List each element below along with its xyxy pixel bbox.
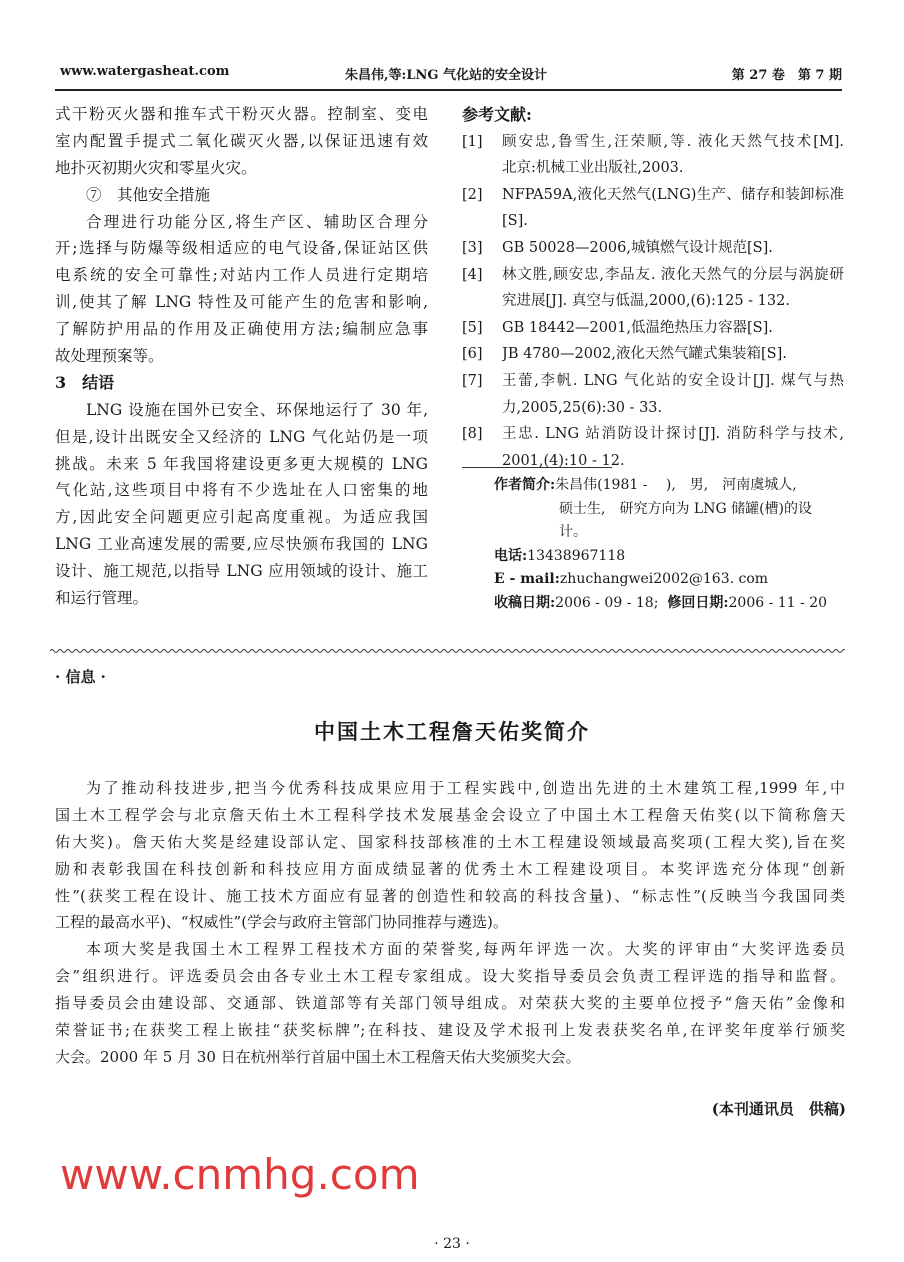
- subheading: ⑦ 其他安全措施: [86, 185, 211, 204]
- text-line: 设计、施工规范,以指导 LNG 应用领域的设计、施工: [55, 562, 428, 581]
- reference-text: GB 18442—2001,低温绝热压力容器[S].: [502, 319, 773, 336]
- text-line: 电系统的安全可靠性;对站内工作人员进行定期培: [55, 266, 428, 285]
- article-body: [55, 775, 845, 1071]
- reference-number: [2]: [462, 186, 483, 203]
- reference-text: 北京:机械工业出版社,2003.: [502, 160, 684, 177]
- text-line: 开;选择与防爆等级相适应的电气设备,保证站区供: [55, 239, 428, 258]
- text-line: 地扑灭初期火灾和零星火灾。: [55, 158, 257, 177]
- email-address: zhuchangwei2002@163. com: [559, 571, 769, 588]
- text-line: 故处理预案等。: [55, 347, 164, 366]
- reference-text: 林文胜,顾安忠,李品友. 液化天然气的分层与涡旋研: [502, 266, 844, 283]
- reference-item: [462, 129, 844, 156]
- phone-number: 13438967118: [527, 547, 626, 564]
- text-line: 挑战。未来 5 年我国将建设更多更大规模的 LNG: [55, 454, 428, 473]
- reference-item: [462, 235, 844, 262]
- author-intro-text: 硕士生, 研究方向为 LNG 储罐(槽)的设: [559, 500, 813, 517]
- text-line: LNG 工业高速发展的需要,应尽快颁布我国的 LNG: [55, 535, 428, 554]
- reference-text: NFPA59A,液化天然气(LNG)生产、储存和装卸标准: [502, 186, 844, 203]
- reference-number: [3]: [462, 239, 483, 256]
- reference-text: 力,2005,25(6):30 - 33.: [502, 399, 663, 416]
- page-number: · 23 ·: [434, 1236, 470, 1252]
- author-intro-label: 作者简介:: [494, 477, 556, 493]
- text-line: 训,使其了解 LNG 特性及可能产生的危害和影响,: [55, 293, 428, 312]
- text-line: 和运行管理。: [55, 589, 149, 608]
- author-intro-text: 朱昌伟(1981 - ), 男, 河南虞城人,: [555, 477, 797, 493]
- reference-text: 王忠. LNG 站消防设计探讨[J]. 消防科学与技术,: [502, 426, 844, 443]
- reference-text: [S].: [502, 213, 528, 230]
- text-line: 指导委员会由建设部、交通部、铁道部等有关部门领导组成。对荣获大奖的主要单位授予“詹天佑”金像和: [55, 994, 845, 1013]
- header-website: www.watergasheat.com: [60, 64, 230, 79]
- revised-label: 修回日期:: [667, 594, 729, 611]
- text-line: 励和表彰我国在科技创新和科技应用方面成绩显著的优秀土木工程建设项目。本奖评选充分体现“创新: [55, 859, 845, 878]
- references: [462, 102, 844, 474]
- phone-label: 电话:: [494, 547, 528, 564]
- reference-item: [462, 315, 844, 342]
- email-label: E - mail:: [494, 571, 560, 588]
- reference-number: [1]: [462, 133, 483, 150]
- section-label: · 信息 ·: [55, 668, 106, 686]
- left-column: [55, 101, 428, 612]
- header-rule: [55, 89, 842, 91]
- reference-item: [462, 368, 844, 395]
- reference-text: 顾安忠,鲁雪生,汪荣顺,等. 液化天然气技术[M].: [502, 133, 844, 150]
- article-credit: (本刊通讯员 供稿): [711, 1100, 846, 1118]
- reference-number: [5]: [462, 319, 483, 336]
- reference-item: [462, 421, 844, 448]
- text-line: 工程的最高水平)、“权威性”(学会与政府主管部门协同推荐与遴选)。: [55, 913, 508, 932]
- text-line: 了解防护用品的作用及正确使用方法;编制应急事: [55, 320, 428, 339]
- text-line: 方,因此安全问题更应引起高度重视。为适应我国: [55, 508, 428, 527]
- reference-text: 究进展[J]. 真空与低温,2000,(6):125 - 132.: [502, 293, 790, 310]
- reference-number: [4]: [462, 266, 483, 283]
- text-line: 但是,设计出既安全又经济的 LNG 气化站仍是一项: [55, 427, 428, 446]
- reference-item: [462, 341, 844, 368]
- reference-number: [6]: [462, 346, 483, 363]
- text-line: 性”(获奖工程在设计、施工技术方面应有显著的创造性和较高的科技含量)、“标志性”(反映当今我国同类: [55, 886, 845, 905]
- reference-text: GB 50028—2006,城镇燃气设计规范[S].: [502, 239, 773, 256]
- footnote-separator: [462, 467, 612, 468]
- text-line: 大会。2000 年 5 月 30 日在杭州举行首届中国土木工程詹天佑大奖颁奖大会。: [55, 1047, 581, 1066]
- text-line: 荣誉证书;在获奖工程上嵌挂“获奖标牌”;在科技、建设及学术报刊上发表获奖名单,在评奖年度举行颁奖: [55, 1021, 845, 1040]
- text-line: 合理进行功能分区,将生产区、辅助区合理分: [86, 212, 428, 231]
- author-info: [494, 474, 854, 616]
- text-line: 本项大奖是我国土木工程界工程技术方面的荣誉奖,每两年评选一次。大奖的评审由“大奖评选委员: [86, 940, 845, 959]
- revised-date: 2006 - 11 - 20: [728, 594, 828, 611]
- reference-item: [462, 262, 844, 289]
- section-heading: 3 结语: [55, 372, 115, 392]
- reference-text: 王蕾,李帆. LNG 气化站的安全设计[J]. 煤气与热: [502, 372, 844, 389]
- header-running-title: 朱昌伟,等:LNG 气化站的安全设计: [345, 68, 547, 83]
- watermark: www.cnmhg.com: [60, 1150, 420, 1199]
- reference-item: [462, 182, 844, 209]
- text-line: 室内配置手提式二氧化碳灭火器,以保证迅速有效: [55, 131, 428, 150]
- reference-number: [8]: [462, 426, 483, 443]
- article-title: 中国土木工程詹天佑奖简介: [314, 719, 590, 744]
- reference-text: 2001,(4):10 - 12.: [502, 452, 625, 469]
- text-line: 式干粉灭火器和推车式干粉灭火器。控制室、变电: [55, 105, 428, 123]
- author-intro-text: 计。: [559, 524, 587, 541]
- text-line: 会”组织进行。评选委员会由各专业土木工程专家组成。设大奖指导委员会负责工程评选的指导和监督。: [55, 967, 845, 986]
- references-heading: 参考文献:: [462, 105, 532, 124]
- text-line: LNG 设施在国外已安全、环保地运行了 30 年,: [86, 400, 428, 419]
- text-line: 国土木工程学会与北京詹天佑土木工程科学技术发展基金会设立了中国土木工程詹天佑奖(以下简称詹天: [55, 805, 845, 824]
- reference-number: [7]: [462, 372, 483, 389]
- wavy-divider: [50, 645, 845, 657]
- text-line: 气化站,这些项目中将有不少选址在人口密集的地: [55, 481, 428, 500]
- text-line: 为了推动科技进步,把当今优秀科技成果应用于工程实践中,创造出先进的土木建筑工程,1999 年,中: [86, 779, 845, 797]
- received-date: 2006 - 09 - 18;: [555, 594, 659, 611]
- header-issue: 第 27 卷 第 7 期: [731, 68, 842, 83]
- received-label: 收稿日期:: [494, 594, 556, 611]
- text-line: 佑大奖)。詹天佑大奖是经建设部认定、国家科技部核准的土木工程建设领域最高奖项(工程大奖),旨在奖: [55, 832, 845, 851]
- reference-text: JB 4780—2002,液化天然气罐式集装箱[S].: [502, 346, 787, 363]
